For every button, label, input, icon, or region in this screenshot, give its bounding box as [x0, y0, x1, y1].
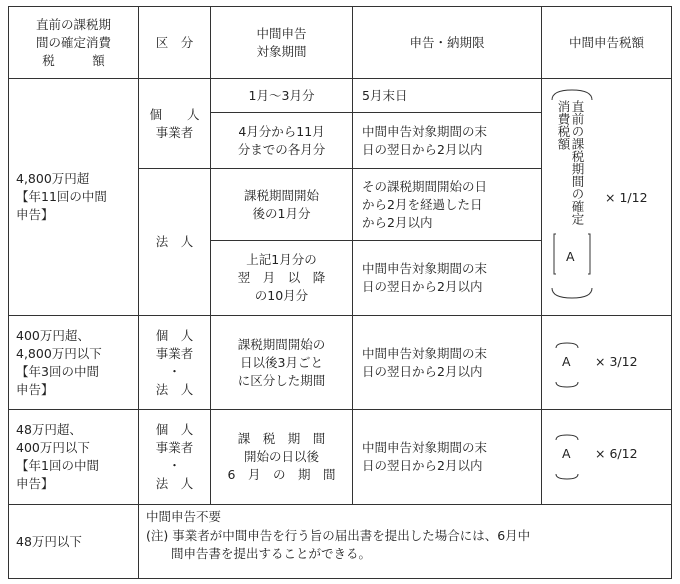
row3-formula-label: A	[562, 446, 571, 461]
header-category: 区 分	[155, 34, 194, 50]
row3-deadline: 中間申告対象期間の末 日の翌日から2月以内	[362, 440, 488, 473]
header-deadline: 申告・納期限	[409, 34, 485, 50]
row1-sub3-period: 課税期間開始 後の1月分	[243, 187, 319, 221]
row2-deadline: 中間申告対象期間の末 日の翌日から2月以内	[362, 345, 488, 379]
row1-formula-text: 直前の課税期間の確定消費税額	[556, 100, 585, 225]
row4-tier: 48万円以下	[16, 533, 82, 549]
row1-sub4-deadline: 中間申告対象期間の末 日の翌日から2月以内	[362, 261, 488, 294]
header-period: 中間申告 対象期間	[256, 25, 307, 59]
row1-sub2-deadline: 中間申告対象期間の末 日の翌日から2月以内	[362, 123, 488, 157]
row4-note-body: (注) 事業者が中間申告を行う旨の届出書を提出した場合には、6月中 間申告書を提出することができる。	[146, 528, 531, 561]
row1-sub3-deadline: その課税期間開始の日 から2月を経過した日 から2月以内	[362, 178, 488, 230]
row2-formula-factor: × 3/12	[595, 354, 638, 369]
row4-note-title: 中間申告不要	[146, 509, 222, 524]
row1-formula-factor: × 1/12	[605, 190, 648, 205]
row3-tier: 48万円超、 400万円以下 【年1回の中間 申告】	[16, 422, 99, 491]
row1-sub1-period: 1月～3月分	[248, 87, 315, 103]
row3-period: 課 税 期 間 開始の日以後 6 月 の 期 間	[227, 431, 336, 482]
row1-formula-label: A	[566, 249, 575, 264]
header-amount: 中間申告税額	[568, 34, 644, 50]
header-prev-tax: 直前の課税期 間の確定消費 税 額	[35, 16, 111, 68]
row1-tier: 4,800万円超 【年11回の中間 申告】	[16, 171, 107, 222]
row2-formula-label: A	[562, 354, 571, 369]
row3-category: 個 人 事業者 ・ 法 人	[155, 422, 194, 491]
row1-sub4-period: 上記1月分の 翌 月 以 降 の10月分	[237, 252, 326, 303]
row2-tier: 400万円超、 4,800万円以下 【年3回の中間 申告】	[16, 327, 102, 397]
row2-period: 課税期間開始の 日以後3月ごと に区分した期間	[237, 336, 326, 388]
row1-corporation: 法 人	[155, 234, 194, 249]
row2-category: 個 人 事業者 ・ 法 人	[155, 327, 194, 397]
row1-sub1-deadline: 5月末日	[362, 87, 408, 103]
row3-formula-factor: × 6/12	[595, 446, 638, 461]
row1-sub2-period: 4月分から11月 分までの各月分	[237, 123, 326, 157]
row1-individual: 個 人 事業者	[149, 106, 200, 140]
